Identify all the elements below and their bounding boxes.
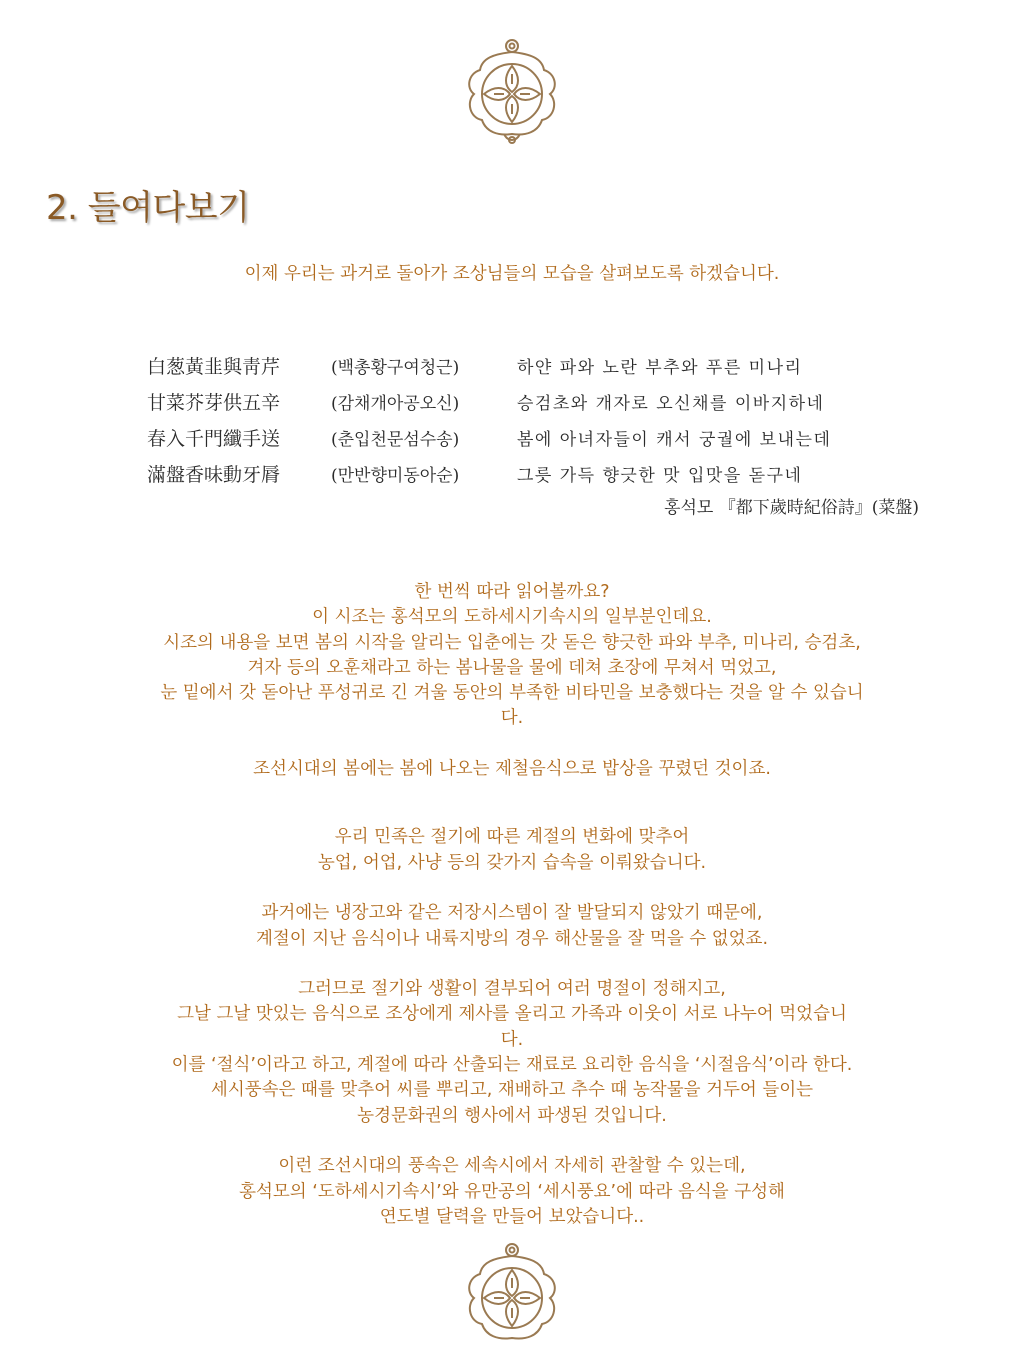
poem-translation: 봄에 아녀자들이 캐서 궁궐에 보내는데 [517, 429, 832, 450]
paragraph-line: 다. [500, 1029, 524, 1050]
bottom-ornament-icon [464, 1240, 560, 1352]
paragraph-line: 과거에는 냉장고와 같은 저장시스템이 잘 발달되지 않았기 때문에, [261, 903, 763, 924]
paragraph-line: 한 번씩 따라 읽어볼까요? [414, 582, 610, 602]
section-heading: 2. 들여다보기 [46, 188, 250, 228]
paragraph-line: 조선시대의 봄에는 봄에 나오는 제철음식으로 밥상을 꾸렸던 것이죠. [253, 759, 771, 780]
paragraph-line: 이런 조선시대의 풍속은 세속시에서 자세히 관찰할 수 있는데, [278, 1156, 746, 1177]
poem-hanja: 滿盤香味動牙脣 [147, 463, 281, 486]
poem-reading: (만반향미동아순) [331, 465, 460, 486]
paragraph-line: 연도별 달력을 만들어 보았습니다.. [379, 1206, 645, 1227]
paragraph-line: 이 시조는 홍석모의 도하세시기속시의 일부분인데요. [312, 607, 712, 628]
paragraph-line: 겨자 등의 오훈채라고 하는 봄나물을 물에 데쳐 초장에 무쳐서 먹었고, [247, 657, 777, 678]
poem-reading: (춘입천문섬수송) [331, 429, 460, 450]
body-text [62, 580, 962, 1230]
paragraph-line: 세시풍속은 때를 맞추어 씨를 뿌리고, 재배하고 추수 때 농작물을 거두어 들이는 [210, 1080, 814, 1101]
poem-hanja: 白葱黃韭與靑芹 [147, 355, 281, 378]
poem-reading: (백총황구여청근) [331, 357, 460, 378]
poem-row [147, 455, 927, 491]
poem-hanja: 春入千門纖手送 [147, 427, 281, 450]
paragraph-line: 계절이 지난 음식이나 내륙지방의 경우 해산물을 잘 먹을 수 없었죠. [255, 928, 769, 949]
poem-row [147, 419, 927, 455]
top-ornament-icon [464, 36, 560, 148]
poem-translation: 승검초와 개자로 오신채를 이바지하네 [517, 393, 825, 414]
paragraph-line: 농경문화권의 행사에서 파생된 것입니다. [357, 1105, 667, 1126]
paragraph-line: 이를 ‘절식’이라고 하고, 계절에 따라 산출되는 재료로 요리한 음식을 ‘시절음식’이라 한다. [171, 1055, 853, 1076]
paragraph-line: 농업, 어업, 사냥 등의 갖가지 습속을 이뤄왔습니다. [317, 852, 707, 873]
poem-hanja: 甘菜芥芽供五辛 [147, 391, 281, 414]
poem-row [147, 347, 927, 383]
poem-translation: 하얀 파와 노란 부추와 푸른 미나리 [517, 357, 803, 378]
poem-translation: 그릇 가득 향긋한 맛 입맛을 돋구네 [517, 465, 803, 486]
paragraph-line: 시조의 내용을 보면 봄의 시작을 알리는 입춘에는 갓 돋은 향긋한 파와 부추, 미나리, 승검초, [163, 632, 861, 653]
paragraph-line: 눈 밑에서 갓 돋아난 푸성귀로 긴 겨울 동안의 부족한 비타민을 보충했다는 것을 알 수 있습니 [160, 683, 864, 704]
paragraph-line: 우리 민족은 절기에 따른 계절의 변화에 맞추어 [334, 827, 690, 848]
poem-block [147, 347, 927, 525]
paragraph-line: 홍석모의 ‘도하세시기속시’와 유만공의 ‘세시풍요’에 따라 음식을 구성해 [239, 1181, 785, 1202]
intro-text: 이제 우리는 과거로 돌아가 조상님들의 모습을 살펴보도록 하겠습니다. [244, 264, 780, 284]
poem-source: 홍석모 『都下歲時紀俗詩』(菜盤) [664, 498, 919, 518]
poem-row [147, 383, 927, 419]
poem-reading: (감채개아공오신) [331, 393, 460, 414]
paragraph-line: 그러므로 절기와 생활이 결부되어 여러 명절이 정해지고, [298, 979, 726, 1000]
paragraph-line: 다. [500, 708, 524, 729]
paragraph-line: 그날 그날 맛있는 음식으로 조상에게 제사를 올리고 가족과 이웃이 서로 나누어 먹었습니 [177, 1004, 847, 1025]
